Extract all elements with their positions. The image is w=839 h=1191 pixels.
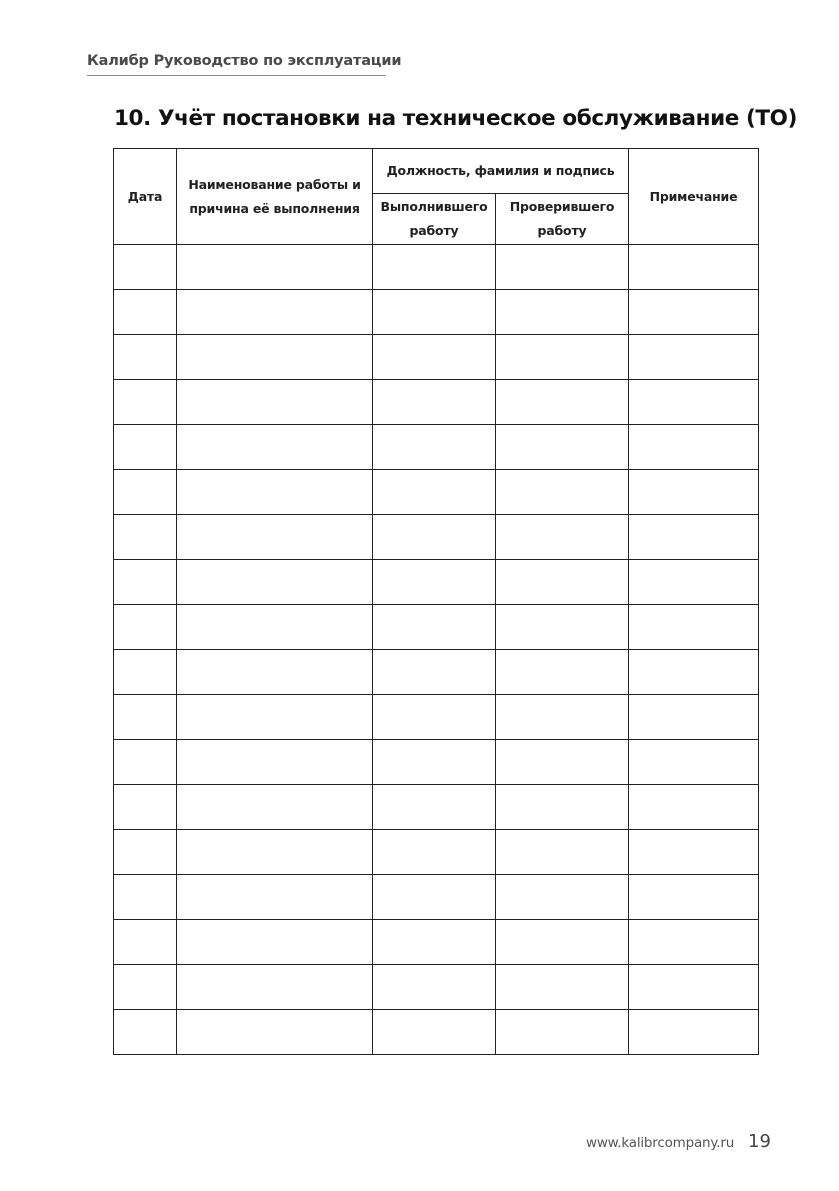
cell-checked[interactable]	[496, 695, 629, 740]
cell-date[interactable]	[114, 785, 177, 830]
cell-work-name[interactable]	[177, 290, 373, 335]
cell-work-name[interactable]	[177, 1010, 373, 1055]
maintenance-log-table	[113, 148, 759, 1055]
cell-checked[interactable]	[496, 875, 629, 920]
cell-note[interactable]	[629, 740, 759, 785]
footer-url: www.kalibrcompany.ru	[586, 1135, 735, 1151]
cell-checked[interactable]	[496, 965, 629, 1010]
cell-checked[interactable]	[496, 1010, 629, 1055]
header-checked: Проверившего работу	[496, 194, 629, 245]
header-performed: Выполнившего работу	[373, 194, 496, 245]
cell-note[interactable]	[629, 965, 759, 1010]
cell-work-name[interactable]	[177, 650, 373, 695]
table-row	[114, 470, 759, 515]
cell-note[interactable]	[629, 560, 759, 605]
cell-work-name[interactable]	[177, 515, 373, 560]
cell-date[interactable]	[114, 920, 177, 965]
cell-date[interactable]	[114, 515, 177, 560]
cell-work-name[interactable]	[177, 695, 373, 740]
cell-work-name[interactable]	[177, 740, 373, 785]
table-row	[114, 650, 759, 695]
table-body	[114, 245, 759, 1055]
cell-note[interactable]	[629, 830, 759, 875]
page-footer	[586, 1131, 771, 1152]
cell-date[interactable]	[114, 560, 177, 605]
cell-date[interactable]	[114, 875, 177, 920]
cell-performed[interactable]	[373, 785, 496, 830]
cell-performed[interactable]	[373, 560, 496, 605]
cell-checked[interactable]	[496, 470, 629, 515]
cell-note[interactable]	[629, 245, 759, 290]
cell-checked[interactable]	[496, 740, 629, 785]
cell-note[interactable]	[629, 1010, 759, 1055]
cell-performed[interactable]	[373, 380, 496, 425]
cell-date[interactable]	[114, 830, 177, 875]
cell-checked[interactable]	[496, 920, 629, 965]
table-row	[114, 560, 759, 605]
cell-note[interactable]	[629, 875, 759, 920]
cell-work-name[interactable]	[177, 875, 373, 920]
cell-checked[interactable]	[496, 830, 629, 875]
cell-date[interactable]	[114, 650, 177, 695]
cell-note[interactable]	[629, 335, 759, 380]
table-row	[114, 740, 759, 785]
table-row	[114, 1010, 759, 1055]
header-note: Примечание	[629, 149, 759, 245]
header-date: Дата	[114, 149, 177, 245]
cell-performed[interactable]	[373, 965, 496, 1010]
cell-note[interactable]	[629, 920, 759, 965]
cell-work-name[interactable]	[177, 245, 373, 290]
cell-checked[interactable]	[496, 380, 629, 425]
running-header: Калибр Руководство по эксплуатации	[87, 53, 386, 76]
cell-performed[interactable]	[373, 515, 496, 560]
header-position-group: Должность, фамилия и подпись	[373, 149, 629, 194]
table-row	[114, 695, 759, 740]
cell-checked[interactable]	[496, 605, 629, 650]
cell-work-name[interactable]	[177, 470, 373, 515]
cell-performed[interactable]	[373, 695, 496, 740]
cell-work-name[interactable]	[177, 785, 373, 830]
cell-work-name[interactable]	[177, 830, 373, 875]
cell-date[interactable]	[114, 1010, 177, 1055]
cell-note[interactable]	[629, 515, 759, 560]
cell-work-name[interactable]	[177, 380, 373, 425]
table-row	[114, 290, 759, 335]
cell-checked[interactable]	[496, 335, 629, 380]
cell-checked[interactable]	[496, 560, 629, 605]
cell-note[interactable]	[629, 290, 759, 335]
cell-performed[interactable]	[373, 245, 496, 290]
cell-date[interactable]	[114, 965, 177, 1010]
cell-performed[interactable]	[373, 335, 496, 380]
cell-note[interactable]	[629, 425, 759, 470]
cell-performed[interactable]	[373, 650, 496, 695]
table-row	[114, 965, 759, 1010]
cell-note[interactable]	[629, 605, 759, 650]
cell-date[interactable]	[114, 605, 177, 650]
cell-checked[interactable]	[496, 785, 629, 830]
cell-date[interactable]	[114, 245, 177, 290]
table-row	[114, 605, 759, 650]
cell-performed[interactable]	[373, 605, 496, 650]
cell-work-name[interactable]	[177, 560, 373, 605]
cell-checked[interactable]	[496, 515, 629, 560]
cell-checked[interactable]	[496, 245, 629, 290]
cell-work-name[interactable]	[177, 335, 373, 380]
table-row	[114, 425, 759, 470]
cell-checked[interactable]	[496, 650, 629, 695]
cell-date[interactable]	[114, 335, 177, 380]
cell-date[interactable]	[114, 380, 177, 425]
cell-performed[interactable]	[373, 290, 496, 335]
table-row	[114, 830, 759, 875]
cell-performed[interactable]	[373, 425, 496, 470]
cell-note[interactable]	[629, 695, 759, 740]
page-number: 19	[748, 1131, 771, 1152]
table-row	[114, 875, 759, 920]
table-row	[114, 920, 759, 965]
cell-performed[interactable]	[373, 1010, 496, 1055]
cell-date[interactable]	[114, 425, 177, 470]
cell-performed[interactable]	[373, 740, 496, 785]
cell-note[interactable]	[629, 650, 759, 695]
table-row	[114, 515, 759, 560]
cell-performed[interactable]	[373, 470, 496, 515]
cell-date[interactable]	[114, 740, 177, 785]
cell-performed[interactable]	[373, 920, 496, 965]
table-row	[114, 785, 759, 830]
header-work-name: Наименование работы и причина её выполнения	[177, 149, 373, 245]
table-row	[114, 245, 759, 290]
cell-date[interactable]	[114, 695, 177, 740]
cell-note[interactable]	[629, 470, 759, 515]
cell-checked[interactable]	[496, 425, 629, 470]
cell-work-name[interactable]	[177, 425, 373, 470]
section-title: 10. Учёт постановки на техническое обслуживание (ТО)	[114, 106, 797, 131]
cell-date[interactable]	[114, 290, 177, 335]
cell-work-name[interactable]	[177, 920, 373, 965]
cell-note[interactable]	[629, 380, 759, 425]
cell-performed[interactable]	[373, 830, 496, 875]
table-row	[114, 380, 759, 425]
cell-date[interactable]	[114, 470, 177, 515]
cell-performed[interactable]	[373, 875, 496, 920]
cell-note[interactable]	[629, 785, 759, 830]
table-row	[114, 335, 759, 380]
cell-checked[interactable]	[496, 290, 629, 335]
cell-work-name[interactable]	[177, 605, 373, 650]
cell-work-name[interactable]	[177, 965, 373, 1010]
